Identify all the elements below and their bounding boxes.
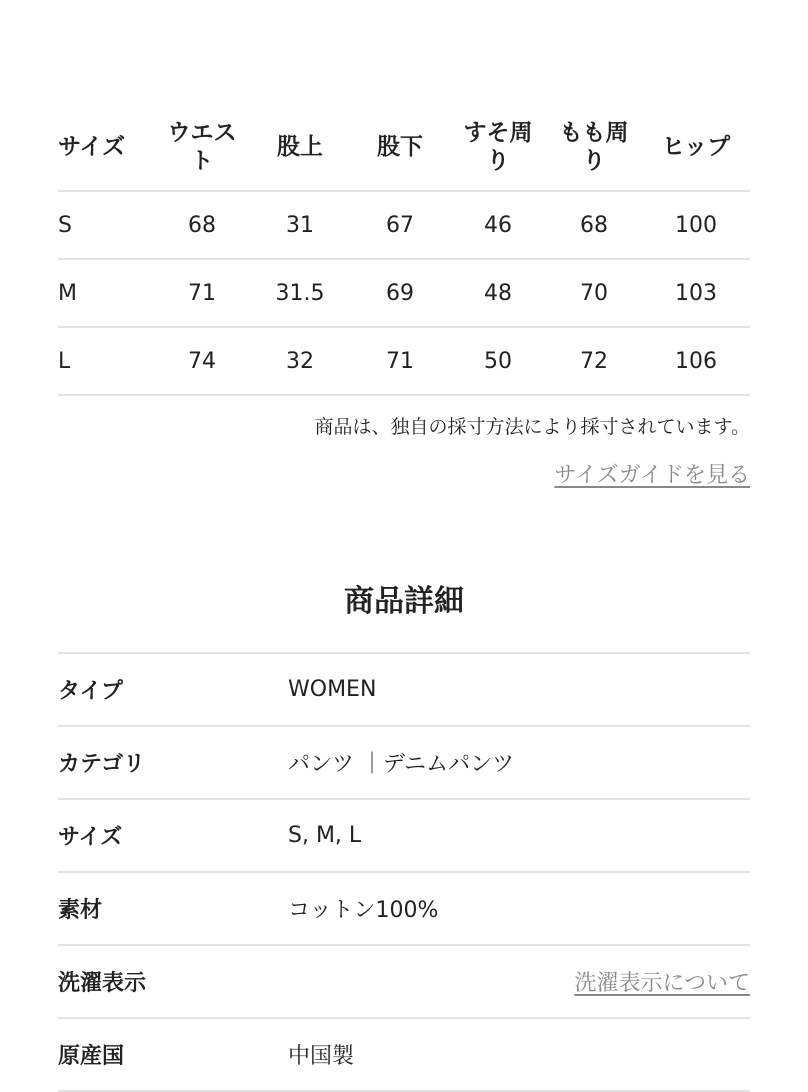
header-hip: ヒップ [642,104,750,191]
header-thigh: もも周り [546,104,642,191]
detail-row-care [58,946,750,1019]
care-label-link[interactable]: 洗濯表示について [574,971,750,996]
size-table-header-row [58,104,750,191]
detail-value: S, M, L [288,823,362,848]
detail-row-origin [58,1019,750,1092]
table-cell: 74 [154,327,250,395]
header-waist: ウエスト [154,104,250,191]
detail-label: カテゴリ [58,752,146,777]
table-cell: 50 [450,327,546,395]
table-cell: 103 [642,259,750,327]
measurement-note: 商品は、独自の採寸方法により採寸されています。 [314,416,750,438]
table-cell: 68 [546,191,642,259]
size-guide-link[interactable]: サイズガイドを見る [554,463,750,488]
table-cell: 46 [450,191,546,259]
detail-value: WOMEN [288,677,377,702]
detail-label: タイプ [58,679,123,704]
detail-value: 中国製 [288,1044,355,1069]
table-cell: 100 [642,191,750,259]
details-title: 商品詳細 [344,584,464,619]
detail-row-category [58,727,750,800]
header-size: サイズ [58,104,154,191]
detail-value: コットン100% [288,898,439,923]
table-cell: 69 [350,259,450,327]
detail-label: 洗濯表示 [58,971,147,996]
detail-label: 原産国 [58,1044,125,1069]
detail-label: 素材 [58,898,103,923]
header-hem: すそ周り [450,104,546,191]
table-row [58,191,750,259]
table-cell: 68 [154,191,250,259]
table-row [58,259,750,327]
table-cell: 71 [154,259,250,327]
table-cell: L [58,327,154,395]
table-cell: 70 [546,259,642,327]
detail-value: パンツ ｜デニムパンツ [288,752,515,777]
detail-row-material [58,873,750,946]
header-rise: 股上 [250,104,350,191]
table-cell: 67 [350,191,450,259]
table-cell: 31.5 [250,259,350,327]
table-cell: 106 [642,327,750,395]
details-list [58,652,750,1092]
table-row [58,327,750,395]
detail-row-size [58,800,750,873]
header-inseam: 股下 [350,104,450,191]
table-cell: 71 [350,327,450,395]
detail-row-type [58,654,750,727]
size-table [58,104,750,396]
table-cell: 31 [250,191,350,259]
table-cell: S [58,191,154,259]
detail-label: サイズ [58,825,123,850]
table-cell: 32 [250,327,350,395]
table-cell: 72 [546,327,642,395]
table-cell: M [58,259,154,327]
table-cell: 48 [450,259,546,327]
